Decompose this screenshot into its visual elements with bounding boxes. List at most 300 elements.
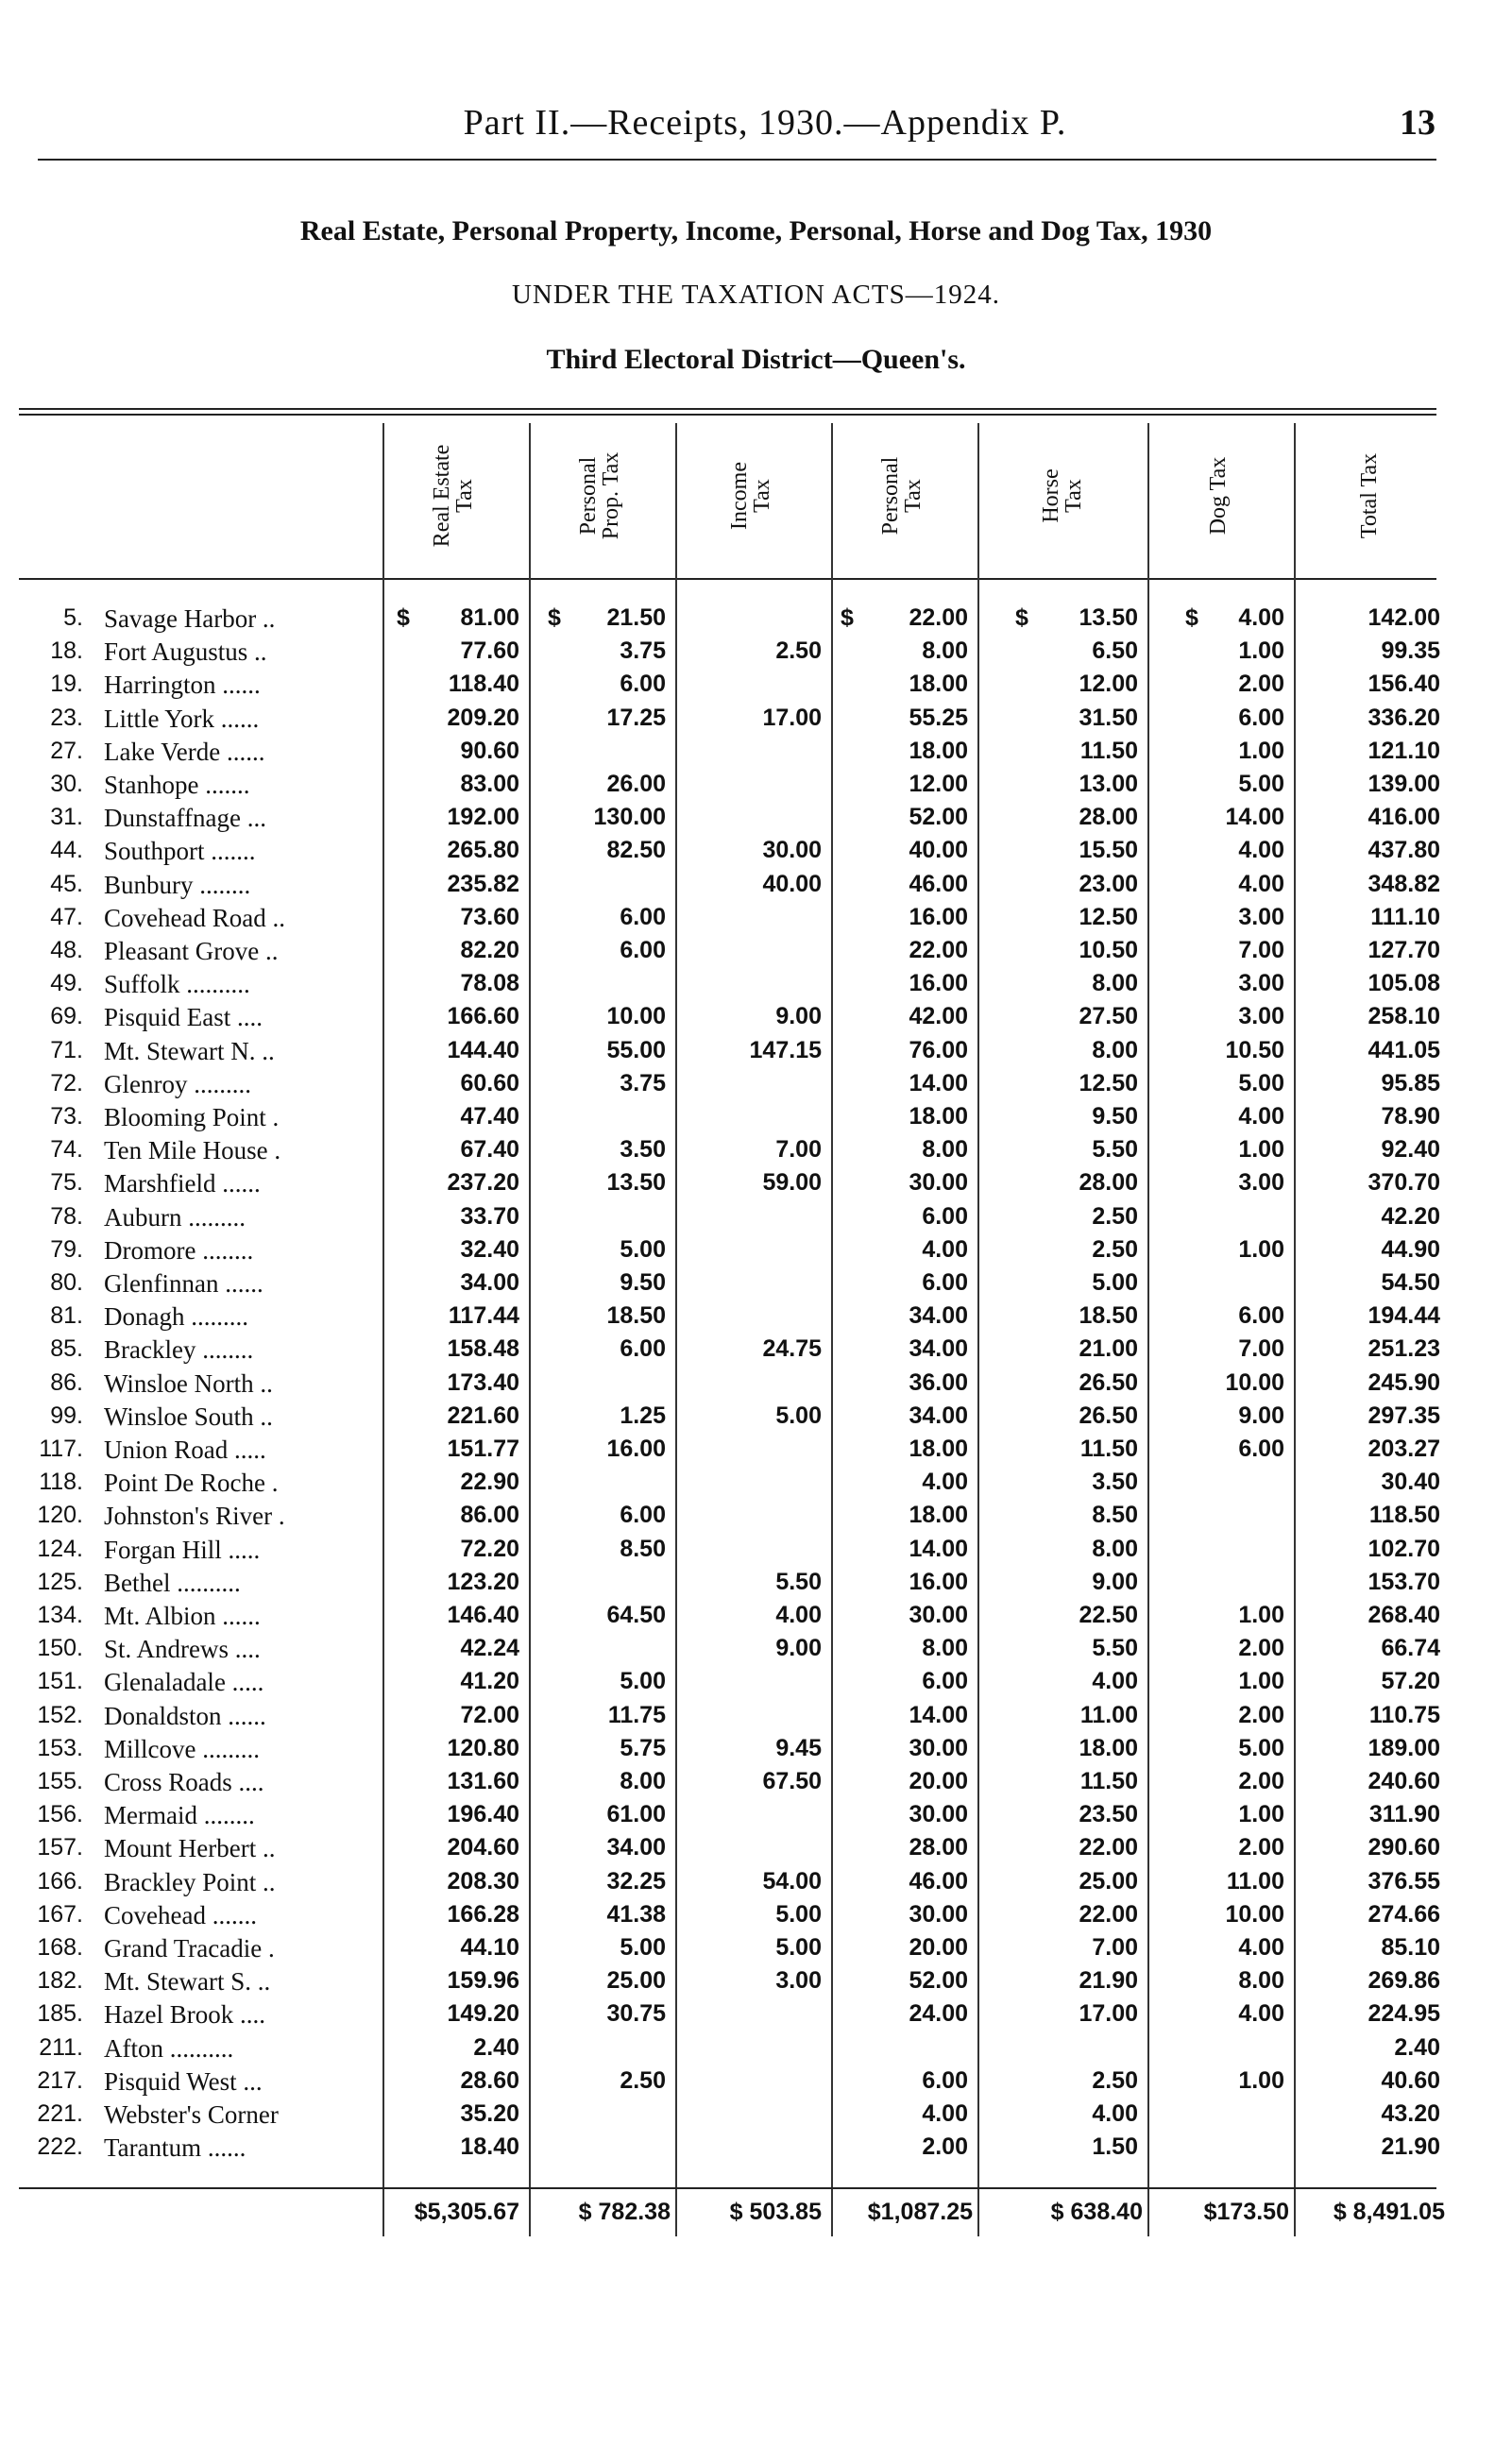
currency-sign: $	[397, 604, 410, 631]
cell-value: 196.40	[447, 1801, 519, 1828]
cell-value: 18.00	[909, 1436, 968, 1462]
cell-value: 4.00	[775, 1602, 822, 1628]
cell-value: 17.00	[762, 704, 822, 731]
cell-value: 1.00	[1238, 2066, 1284, 2094]
row-number: 73.	[50, 1103, 83, 1130]
col-head-horse: Horse Tax	[1039, 468, 1086, 523]
cell-value: 151.77	[447, 1436, 519, 1462]
cell-value: 41.38	[606, 1900, 666, 1928]
cell-value: 30.00	[909, 1734, 968, 1761]
row-number: 48.	[50, 937, 83, 963]
table-row	[0, 1037, 1512, 1070]
cell-value: 1.00	[1238, 1235, 1284, 1263]
district-name: Mt. Albion ......	[104, 1602, 261, 1630]
total-horse: $ 638.40	[1050, 2199, 1143, 2225]
cell-value: 59.00	[762, 1169, 822, 1197]
cell-value: 92.40	[1381, 1136, 1440, 1164]
district-name: Winsloe North ..	[104, 1368, 273, 1398]
cell-value: 2.00	[1238, 1768, 1284, 1794]
district-name: Tarantum ......	[104, 2133, 246, 2163]
cell-value: 1.00	[1238, 737, 1284, 764]
currency-sign: $	[1015, 604, 1028, 631]
currency-sign: $	[1185, 604, 1198, 631]
cell-value: 189.00	[1368, 1734, 1440, 1761]
district-name: Dromore ........	[104, 1235, 254, 1265]
cell-value: 3.00	[1238, 903, 1284, 930]
district-name: Grand Tracadie .	[104, 1934, 275, 1963]
cell-value: 72.00	[460, 1701, 519, 1728]
cell-value: 290.60	[1368, 1834, 1440, 1861]
table-row	[0, 1801, 1512, 1834]
cell-value: 82.20	[460, 937, 519, 963]
table-row	[0, 2133, 1512, 2167]
row-number: 156.	[37, 1801, 83, 1828]
cell-value: 10.00	[1225, 1368, 1284, 1396]
cell-value: 34.00	[909, 1335, 968, 1363]
cell-value: 24.75	[762, 1335, 822, 1363]
district-name: Harrington ......	[104, 671, 261, 700]
cell-value: 6.00	[922, 1202, 968, 1230]
cell-value: 8.50	[1092, 1502, 1138, 1529]
district-name: Bunbury ........	[104, 870, 251, 899]
cell-value: 235.82	[447, 870, 519, 897]
row-number: 152.	[37, 1701, 83, 1728]
cell-value: 34.00	[909, 1302, 968, 1330]
row-number: 221.	[37, 2100, 83, 2127]
cell-value: 41.20	[460, 1668, 519, 1695]
row-number: 211.	[39, 2033, 83, 2061]
row-number: 153.	[37, 1734, 83, 1761]
cell-value: 268.40	[1368, 1602, 1440, 1628]
cell-value: 10.00	[606, 1003, 666, 1030]
cell-value: 139.00	[1368, 771, 1440, 797]
district-name: Afton ..........	[104, 2033, 234, 2063]
cell-value: 35.20	[460, 2100, 519, 2127]
cell-value: 67.50	[762, 1768, 822, 1794]
cell-value: 376.55	[1368, 1867, 1440, 1895]
page-number: 13	[1400, 103, 1436, 143]
cell-value: 166.28	[447, 1900, 519, 1928]
cell-value: 1.00	[1238, 1136, 1284, 1164]
cell-value: 111.10	[1370, 903, 1440, 930]
table-row	[0, 1003, 1512, 1036]
cell-value: 3.75	[620, 1069, 666, 1096]
cell-value: 12.50	[1079, 1069, 1138, 1096]
cell-value: 6.00	[620, 937, 666, 963]
cell-value: 274.66	[1368, 1900, 1440, 1928]
cell-value: 2.00	[1238, 671, 1284, 698]
district-name: Brackley ........	[104, 1335, 254, 1365]
cell-value: 8.00	[1092, 1535, 1138, 1562]
cell-value: 82.50	[606, 837, 666, 864]
cell-value: 311.90	[1368, 1801, 1440, 1828]
cell-value: 17.00	[1079, 2000, 1138, 2028]
district-name: Donagh .........	[104, 1302, 248, 1332]
cell-value: 6.00	[1238, 704, 1284, 731]
cell-value: 42.24	[460, 1635, 519, 1662]
cell-value: 2.40	[1394, 2033, 1440, 2061]
row-number: 5.	[63, 604, 83, 631]
cell-value: 12.00	[909, 771, 968, 797]
cell-value: 77.60	[460, 637, 519, 665]
cell-value: 437.80	[1368, 837, 1440, 864]
cell-value: 13.50	[1079, 604, 1138, 631]
cell-value: 153.70	[1368, 1568, 1440, 1595]
cell-value: 4.00	[1092, 2100, 1138, 2127]
cell-value: 4.00	[1092, 1668, 1138, 1695]
cell-value: 66.74	[1381, 1635, 1440, 1662]
row-number: 151.	[37, 1668, 83, 1695]
cell-value: 251.23	[1368, 1335, 1440, 1363]
cell-value: 1.00	[1238, 1602, 1284, 1628]
cell-value: 34.00	[460, 1269, 519, 1296]
cell-value: 5.00	[1238, 1069, 1284, 1096]
cell-value: 23.50	[1079, 1801, 1138, 1828]
table-row	[0, 1269, 1512, 1302]
cell-value: 52.00	[909, 804, 968, 831]
cell-value: 102.70	[1368, 1535, 1440, 1562]
cell-value: 3.50	[620, 1136, 666, 1164]
cell-value: 72.20	[460, 1535, 519, 1562]
row-number: 78.	[50, 1202, 83, 1230]
cell-value: 370.70	[1368, 1169, 1440, 1197]
cell-value: 166.60	[447, 1003, 519, 1030]
cell-value: 240.60	[1368, 1768, 1440, 1794]
cell-value: 156.40	[1368, 671, 1440, 698]
row-number: 30.	[50, 771, 83, 797]
cell-value: 105.08	[1368, 970, 1440, 997]
cell-value: 28.00	[1079, 804, 1138, 831]
cell-value: 265.80	[447, 837, 519, 864]
cell-value: 5.00	[1238, 1734, 1284, 1761]
col-head-personal-prop: Personal Prop. Tax	[576, 451, 623, 540]
district-name: Mermaid ........	[104, 1801, 255, 1830]
cell-value: 25.00	[606, 1967, 666, 1995]
totals-rule	[19, 2187, 1436, 2189]
cell-value: 6.00	[1238, 1436, 1284, 1462]
cell-value: 6.00	[922, 1269, 968, 1296]
cell-value: 34.00	[909, 1402, 968, 1429]
cell-value: 7.00	[1092, 1934, 1138, 1961]
row-number: 120.	[37, 1502, 83, 1529]
cell-value: 22.00	[1079, 1900, 1138, 1928]
table-row	[0, 1569, 1512, 1602]
row-number: 74.	[50, 1136, 83, 1164]
cell-value: 6.00	[620, 1502, 666, 1529]
cell-value: 33.70	[460, 1202, 519, 1230]
cell-value: 40.00	[762, 870, 822, 897]
row-number: 79.	[50, 1235, 83, 1263]
table-row	[0, 1402, 1512, 1436]
district-name: Little York ......	[104, 704, 260, 733]
cell-value: 18.00	[909, 737, 968, 764]
district-name: Stanhope .......	[104, 771, 250, 799]
district-name: Mount Herbert ..	[104, 1834, 276, 1863]
cell-value: 2.00	[1238, 1701, 1284, 1728]
cell-value: 24.00	[909, 2000, 968, 2028]
cell-value: 4.00	[1238, 2000, 1284, 2028]
cell-value: 20.00	[909, 1934, 968, 1961]
district-name: Cross Roads ....	[104, 1768, 264, 1796]
district-title: Third Electoral District—Queen's.	[546, 344, 966, 375]
cell-value: 5.00	[620, 1934, 666, 1961]
cell-value: 7.00	[775, 1136, 822, 1164]
table-row	[0, 970, 1512, 1003]
totals-row	[0, 2199, 1512, 2236]
cell-value: 78.08	[460, 970, 519, 997]
cell-value: 6.00	[620, 1335, 666, 1363]
cell-value: 1.00	[1238, 1801, 1284, 1828]
cell-value: 9.50	[1092, 1103, 1138, 1130]
cell-value: 30.00	[909, 1900, 968, 1928]
header-rule	[38, 159, 1436, 161]
cell-value: 224.95	[1368, 2000, 1440, 2028]
cell-value: 5.00	[1238, 771, 1284, 797]
cell-value: 23.00	[1079, 870, 1138, 897]
row-number: 27.	[50, 737, 83, 764]
cell-value: 209.20	[447, 704, 519, 731]
cell-value: 43.20	[1381, 2100, 1440, 2127]
cell-value: 22.00	[909, 937, 968, 963]
cell-value: 131.60	[447, 1768, 519, 1794]
cell-value: 5.50	[1092, 1136, 1138, 1164]
total-personal-prop: $ 782.38	[578, 2199, 671, 2225]
row-number: 44.	[50, 837, 83, 864]
cell-value: 2.50	[775, 637, 822, 665]
cell-value: 44.90	[1381, 1235, 1440, 1263]
cell-value: 441.05	[1368, 1036, 1440, 1063]
cell-value: 2.50	[620, 2066, 666, 2094]
table-row	[0, 1967, 1512, 2000]
cell-value: 15.50	[1079, 837, 1138, 864]
cell-value: 158.48	[447, 1335, 519, 1363]
total-personal: $1,087.25	[867, 2199, 973, 2225]
table-row	[0, 1668, 1512, 1701]
cell-value: 1.00	[1238, 1668, 1284, 1695]
cell-value: 9.00	[775, 1635, 822, 1662]
table-row	[0, 1868, 1512, 1901]
cell-value: 11.50	[1079, 1768, 1138, 1794]
cell-value: 28.60	[460, 2066, 519, 2094]
cell-value: 16.00	[909, 970, 968, 997]
cell-value: 42.20	[1381, 1202, 1440, 1230]
row-number: 150.	[37, 1635, 83, 1662]
cell-value: 149.20	[447, 2000, 519, 2028]
cell-value: 8.00	[922, 637, 968, 665]
cell-value: 6.50	[1092, 637, 1138, 665]
table-subtitle: UNDER THE TAXATION ACTS—1924.	[511, 280, 1000, 310]
total-total: $ 8,491.05	[1333, 2199, 1445, 2225]
cell-value: 8.00	[922, 1635, 968, 1662]
cell-value: 14.00	[909, 1069, 968, 1096]
district-name: Ten Mile House .	[104, 1136, 281, 1165]
cell-value: 22.00	[909, 604, 968, 631]
cell-value: 146.40	[447, 1602, 519, 1628]
cell-value: 30.00	[909, 1602, 968, 1628]
row-number: 117.	[39, 1436, 83, 1462]
cell-value: 42.00	[909, 1003, 968, 1030]
district-name: Millcove .........	[104, 1734, 260, 1763]
row-number: 75.	[50, 1169, 83, 1197]
district-name: Webster's Corner	[104, 2100, 279, 2129]
cell-value: 95.85	[1381, 1069, 1440, 1096]
table-row	[0, 1236, 1512, 1269]
row-number: 85.	[50, 1335, 83, 1363]
table-row	[0, 1169, 1512, 1202]
row-number: 23.	[50, 704, 83, 731]
cell-value: 17.25	[606, 704, 666, 731]
cell-value: 120.80	[447, 1734, 519, 1761]
cell-value: 11.00	[1226, 1867, 1284, 1895]
district-name: Covehead Road ..	[104, 903, 285, 932]
row-number: 49.	[50, 970, 83, 997]
cell-value: 221.60	[447, 1402, 519, 1429]
cell-value: 4.00	[1238, 1934, 1284, 1961]
cell-value: 52.00	[909, 1967, 968, 1995]
row-number: 167.	[37, 1900, 83, 1928]
cell-value: 90.60	[460, 737, 519, 764]
cell-value: 237.20	[447, 1169, 519, 1197]
col-head-personal: Personal Tax	[878, 456, 926, 535]
cell-value: 8.00	[620, 1768, 666, 1794]
cell-value: 55.00	[606, 1036, 666, 1063]
table-row	[0, 1436, 1512, 1469]
district-name: Auburn .........	[104, 1202, 246, 1232]
district-name: Forgan Hill .....	[104, 1535, 261, 1564]
row-number: 99.	[50, 1402, 83, 1429]
cell-value: 9.00	[1238, 1402, 1284, 1429]
cell-value: 28.00	[1079, 1169, 1138, 1197]
table-row	[0, 738, 1512, 771]
cell-value: 192.00	[447, 804, 519, 831]
row-number: 182.	[37, 1967, 83, 1995]
row-number: 18.	[50, 637, 83, 665]
total-dog: $173.50	[1203, 2199, 1289, 2225]
row-number: 222.	[37, 2133, 83, 2161]
page-header	[94, 102, 1436, 159]
district-name: Bethel ..........	[104, 1568, 241, 1597]
cell-value: 245.90	[1368, 1368, 1440, 1396]
cell-value: 18.00	[1079, 1734, 1138, 1761]
district-name: Johnston's River .	[104, 1502, 285, 1531]
row-number: 69.	[50, 1003, 83, 1030]
table-row	[0, 1469, 1512, 1502]
cell-value: 14.00	[909, 1535, 968, 1562]
col-head-real-estate: Real Estate Tax	[430, 444, 477, 548]
cell-value: 194.44	[1368, 1302, 1440, 1330]
cell-value: 18.00	[909, 1502, 968, 1529]
total-income: $ 503.85	[729, 2199, 822, 2225]
cell-value: 10.50	[1079, 937, 1138, 963]
cell-value: 25.00	[1079, 1867, 1138, 1895]
cell-value: 5.00	[620, 1668, 666, 1695]
cell-value: 30.00	[909, 1169, 968, 1197]
row-number: 124.	[37, 1535, 83, 1562]
table-row	[0, 2067, 1512, 2100]
district-name: St. Andrews ....	[104, 1635, 261, 1664]
district-name: Lake Verde ......	[104, 737, 265, 766]
cell-value: 6.00	[922, 2066, 968, 2094]
cell-value: 32.40	[460, 1235, 519, 1263]
cell-value: 54.00	[762, 1867, 822, 1895]
cell-value: 60.60	[460, 1069, 519, 1096]
cell-value: 3.00	[775, 1967, 822, 1995]
district-name: Dunstaffnage ...	[104, 804, 266, 833]
district-name: Fort Augustus ..	[104, 637, 267, 667]
cell-value: 44.10	[460, 1934, 519, 1961]
cell-value: 130.00	[593, 804, 666, 831]
table-row	[0, 1335, 1512, 1368]
cell-value: 6.00	[1238, 1302, 1284, 1330]
cell-value: 46.00	[909, 1867, 968, 1895]
cell-value: 142.00	[1368, 604, 1440, 631]
row-number: 86.	[50, 1368, 83, 1396]
district-name: Hazel Brook ....	[104, 2000, 265, 2030]
table-row	[0, 1136, 1512, 1169]
district-name: Brackley Point ..	[104, 1867, 276, 1896]
running-title: Part II.—Receipts, 1930.—Appendix P.	[463, 103, 1067, 143]
cell-value: 173.40	[447, 1368, 519, 1396]
cell-value: 12.00	[1079, 671, 1138, 698]
cell-value: 2.00	[922, 2133, 968, 2161]
table-row	[0, 804, 1512, 837]
cell-value: 1.00	[1238, 637, 1284, 665]
cell-value: 2.00	[1238, 1635, 1284, 1662]
total-real-estate: $5,305.67	[414, 2199, 519, 2225]
cell-value: 4.00	[1238, 604, 1284, 631]
table-row	[0, 1502, 1512, 1535]
district-name: Glenroy .........	[104, 1069, 251, 1098]
cell-value: 6.00	[620, 903, 666, 930]
cell-value: 30.75	[606, 2000, 666, 2028]
district-name: Winsloe South ..	[104, 1402, 273, 1431]
cell-value: 20.00	[909, 1768, 968, 1794]
cell-value: 2.00	[1238, 1834, 1284, 1861]
cell-value: 55.25	[909, 704, 968, 731]
cell-value: 30.00	[762, 837, 822, 864]
table-row	[0, 1702, 1512, 1735]
cell-value: 40.60	[1381, 2066, 1440, 2094]
cell-value: 76.00	[909, 1036, 968, 1063]
cell-value: 110.75	[1368, 1701, 1440, 1728]
cell-value: 127.70	[1368, 937, 1440, 963]
cell-value: 3.75	[620, 637, 666, 665]
cell-value: 81.00	[460, 604, 519, 631]
cell-value: 4.00	[922, 1469, 968, 1496]
table-head-rule	[19, 578, 1436, 580]
table-top-rule-2	[19, 414, 1436, 416]
cell-value: 9.45	[775, 1734, 822, 1761]
table-row	[0, 1602, 1512, 1635]
cell-value: 16.00	[909, 903, 968, 930]
cell-value: 3.00	[1238, 1003, 1284, 1030]
cell-value: 5.75	[620, 1734, 666, 1761]
row-number: 166.	[37, 1867, 83, 1895]
row-number: 72.	[50, 1069, 83, 1096]
cell-value: 16.00	[909, 1568, 968, 1595]
district-name: Blooming Point .	[104, 1103, 280, 1131]
row-number: 134.	[37, 1602, 83, 1628]
table-top-rule	[19, 408, 1436, 410]
cell-value: 9.00	[1092, 1568, 1138, 1595]
cell-value: 1.50	[1092, 2133, 1138, 2161]
cell-value: 14.00	[909, 1701, 968, 1728]
cell-value: 4.00	[922, 1235, 968, 1263]
cell-value: 416.00	[1368, 804, 1440, 831]
cell-value: 147.15	[749, 1036, 822, 1063]
table-row	[0, 1834, 1512, 1867]
cell-value: 31.50	[1079, 704, 1138, 731]
